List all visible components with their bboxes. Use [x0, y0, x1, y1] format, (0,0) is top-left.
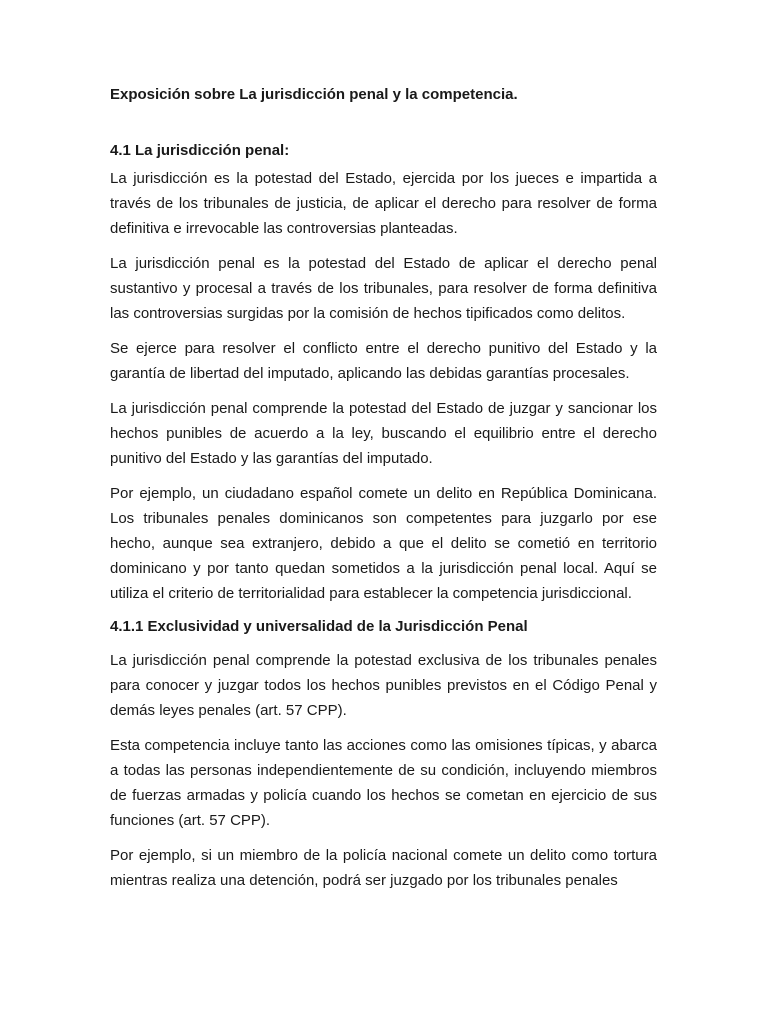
paragraph: La jurisdicción es la potestad del Estado, ejercida por los jueces e impartida a través de los tribunales de justicia, de aplicar el derecho para resolver de forma definitiva e irrevocable las controversias planteadas.: [110, 170, 657, 237]
paragraph: La jurisdicción penal es la potestad del Estado de aplicar el derecho penal sustantivo y procesal a través de los tribunales, para resolver de forma definitiva las controversias surgidas por la comisión de hechos tipificados como delitos.: [110, 255, 657, 322]
section-heading-4-1: 4.1 La jurisdicción penal:: [110, 142, 290, 159]
section-heading-4-1-1: 4.1.1 Exclusividad y universalidad de la Jurisdicción Penal: [110, 618, 528, 635]
paragraph: Esta competencia incluye tanto las acciones como las omisiones típicas, y abarca a todas las personas independientemente de su condición, incluyendo miembros de fuerzas armadas y policía cuando los hechos se cometan en ejercicio de sus funciones (art. 57 CPP).: [110, 737, 657, 829]
paragraph: La jurisdicción penal comprende la potestad exclusiva de los tribunales penales para conocer y juzgar todos los hechos punibles previstos en el Código Penal y demás leyes penales (art. 57 CPP).: [110, 652, 657, 719]
paragraph: La jurisdicción penal comprende la potestad del Estado de juzgar y sancionar los hechos punibles de acuerdo a la ley, buscando el equilibrio entre el derecho punitivo del Estado y las garantías del imputado.: [110, 400, 657, 467]
document-page: [110, 84, 657, 903]
paragraph: Por ejemplo, si un miembro de la policía nacional comete un delito como tortura mientras realiza una detención, podrá ser juzgado por los tribunales penales: [110, 847, 657, 889]
paragraph: Por ejemplo, un ciudadano español comete un delito en República Dominicana. Los tribunales penales dominicanos son competentes para juzgarlo por ese hecho, aunque sea extranjero, debido a que el delito se cometió en territorio dominicano y por tanto quedan sometidos a la jurisdicción penal local. Aquí se utiliza el criterio de territorialidad para establecer la competencia jurisdiccional.: [110, 485, 657, 602]
paragraph: Se ejerce para resolver el conflicto entre el derecho punitivo del Estado y la garantía de libertad del imputado, aplicando las debidas garantías procesales.: [110, 340, 657, 382]
document-title: Exposición sobre La jurisdicción penal y la competencia.: [110, 86, 518, 103]
